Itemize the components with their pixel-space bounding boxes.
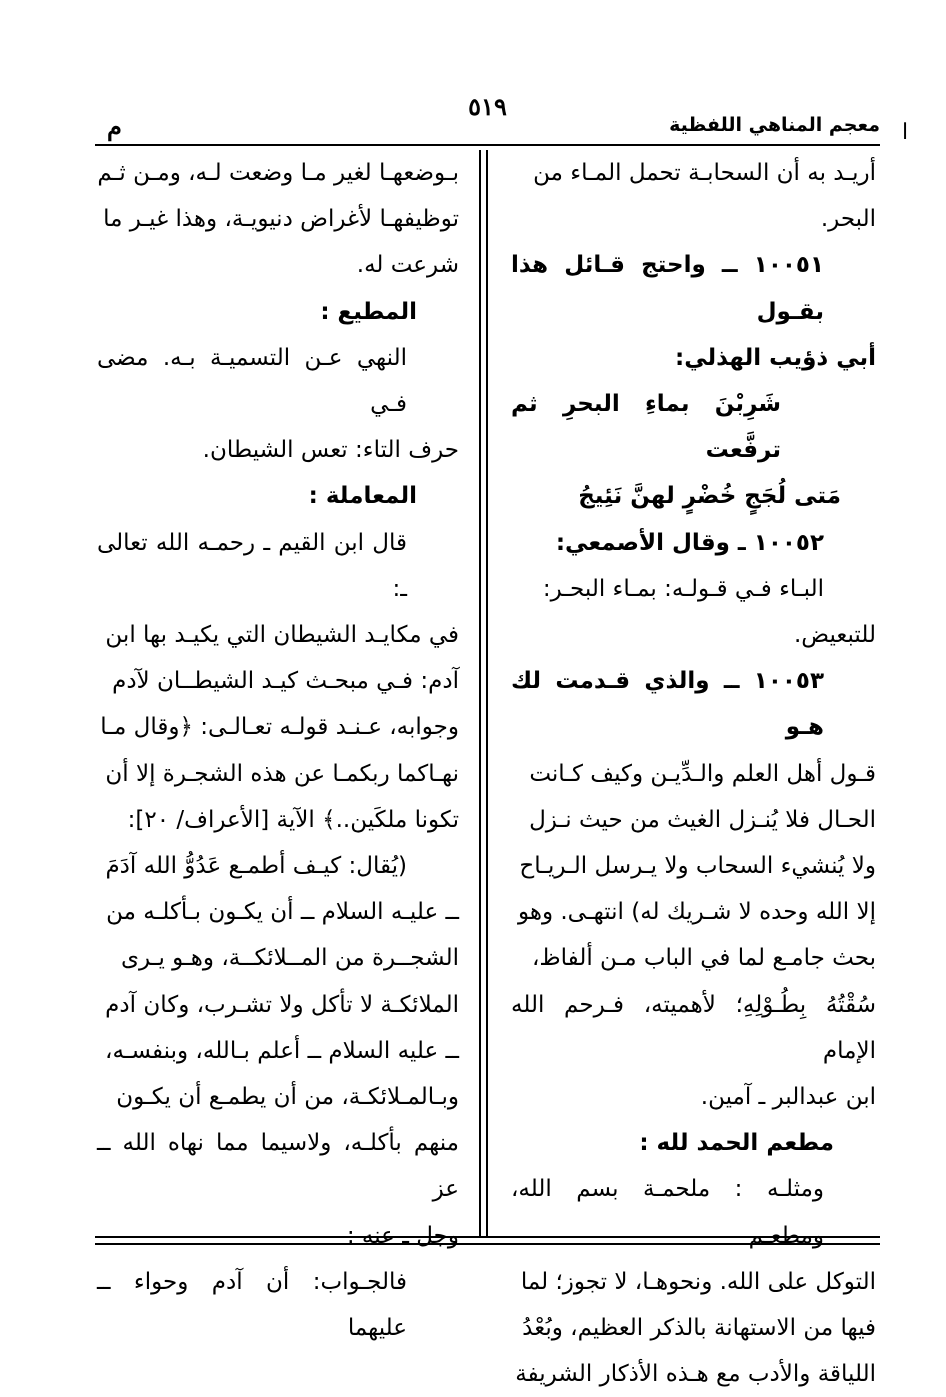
left-column <box>97 150 459 1351</box>
text-line: فيها من الاستهانة بالذكر العظيم، وبُعْدُ <box>522 1315 876 1342</box>
header-rule <box>95 144 880 146</box>
text-line: ١٠٠٥٣ ــ والذي قـدمت لك هـو <box>511 668 824 741</box>
text-line: الشجــرة من المــلائكــة، وهـو يـرى <box>121 945 459 972</box>
text-line: تكونا ملكَين..﴾ الآية [الأعراف/ ٢٠]: <box>127 806 459 833</box>
text-line: للتبعيض. <box>793 622 876 649</box>
text-line: المعاملة : <box>308 483 417 510</box>
text-line: ابن عبدالبر ـ آمين. <box>700 1084 876 1111</box>
text-line: منهم بأكلـه، ولاسيما مما نهاه الله ــ عز <box>97 1130 459 1203</box>
text-line: ــ عليـه السلام ــ أن يكـون بـأكلـه من <box>106 899 459 926</box>
text-line: ــ عليه السلام ــ أعلم بـالله، وبنفسـه، <box>105 1037 459 1064</box>
text-line: الملائكـة لا تأكل ولا تشـرب، وكان آدم <box>105 991 459 1018</box>
text-line: مَتى لُجَجٍ خُضْرٍ لهنَّ نَئِيجُ <box>578 483 841 510</box>
column-divider <box>479 150 481 1236</box>
text-line: مطعم الحمد لله : <box>639 1130 834 1157</box>
text-line: التوكل على الله. ونحوهـا، لا تجوز؛ لما <box>520 1268 876 1295</box>
text-line: توظيفهـا لأغراض دنيويـة، وهذا غيـر ما <box>103 206 459 233</box>
right-column <box>511 150 876 1397</box>
text-line: المطيع : <box>320 298 417 325</box>
text-line: آدم: فـي مبحـث كيـد الشيطــان لآدم <box>112 668 459 695</box>
text-line: وجوابه، عـنـد قولـه تعـالـى: ﴿وقال مـا <box>100 714 459 741</box>
text-line: وجل ـ عنه : <box>346 1222 459 1249</box>
signature-mark: م <box>107 112 122 141</box>
text-line: شَرِبْنَ بماءِ البحرِ ثم ترفَّعت <box>511 391 781 464</box>
text-line: ١٠٠٥١ ــ واحتج قـائل هذا بقـول <box>511 252 824 325</box>
text-line: حرف التاء: تعس الشيطان. <box>202 437 459 464</box>
text-line: سُقْتُهُ بِطُـوْلِهِ؛ لأهميته، فـرحم الله الإمام <box>511 991 876 1064</box>
text-line: (يُقال: كيـف أطمـع عَدُوُّ الله آدَمَ <box>105 853 407 880</box>
text-line: بحث جامـع لما في الباب مـن ألفاظ، <box>531 945 876 972</box>
text-line: ومثلـه : ملحمـة بسم الله، ومطعـم <box>511 1176 824 1249</box>
edge-mark: ا <box>902 120 909 145</box>
page-header <box>95 92 880 150</box>
text-line: اللياقة والأدب مع هـذه الأذكار الشريفة <box>515 1361 876 1388</box>
text-line: ولا يُنشيء السحاب ولا يـرسل الـريـاح <box>519 853 876 880</box>
page-number: ٥١٩ <box>468 92 507 121</box>
text-line: الحـال فلا يُنـزل الغيث من حيث نـزل <box>529 806 876 833</box>
text-line: النهي عـن التسميـة بـه. مضى فـي <box>97 344 407 418</box>
text-line: البـاء فـي قـولـه: بمـاء البحـر: <box>542 575 824 602</box>
text-line: شرعت له. <box>356 252 459 279</box>
text-line: في مكايـد الشيطان التي يكيـد بها ابن <box>105 622 459 649</box>
text-line: أريـد به أن السحابـة تحمل المـاء من <box>533 160 876 186</box>
text-line: نهـاكما ربكمـا عن هذه الشجـرة إلا أن <box>105 760 459 787</box>
running-title: معجم المناهي اللفظية <box>669 114 880 136</box>
text-line: البحر. <box>820 206 876 233</box>
text-line: إلا الله وحده لا شـريك له) انتهـى. وهو <box>517 899 876 926</box>
text-line: ١٠٠٥٢ ـ وقال الأصمعي: <box>555 529 824 556</box>
text-line: وبـالمـلائكـة، من أن يطمـع أن يكـون <box>116 1084 459 1111</box>
text-line: بـوضعهـا لغير مـا وضعت لـه، ومـن ثـم <box>97 160 459 186</box>
text-line: أبي ذؤيب الهذلي: <box>675 344 876 371</box>
text-line: فالجـواب: أن آدم وحواء ــ عليهما <box>97 1268 407 1342</box>
text-line: قـول أهل العلم والـدِّيـن وكيف كـانت <box>529 760 876 787</box>
column-divider <box>486 150 488 1236</box>
text-line: قال ابن القيم ـ رحمـه الله تعالى ـ: <box>97 529 407 602</box>
